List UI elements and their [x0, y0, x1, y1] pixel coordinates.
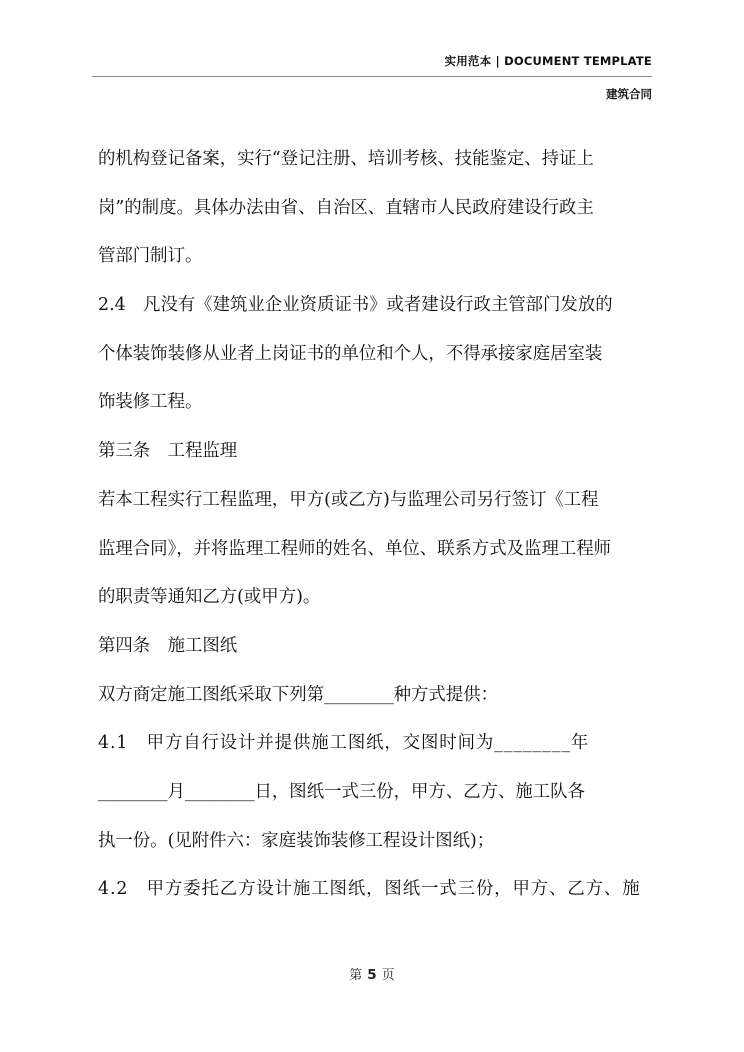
- clause-4-1-line-1: 4.1 甲方自行设计并提供施工图纸，交图时间为________年: [98, 733, 590, 754]
- body-line-1: 的机构登记备案，实行“登记注册、培训考核、技能鉴定、持证上: [98, 149, 594, 169]
- article-3-line-3: 的职责等通知乙方(或甲方)。: [98, 587, 321, 608]
- body-line-2: 岗”的制度。具体办法由省、自治区、直辖市人民政府建设行政主: [98, 197, 594, 218]
- article-3-heading: 第三条 工程监理: [98, 441, 238, 462]
- clause-2-4-line-3: 饰装修工程。: [98, 392, 203, 413]
- article-3-line-2: 监理合同》，并将监理工程师的姓名、单位、联系方式及监理工程师: [98, 538, 612, 559]
- article-3-line-1: 若本工程实行工程监理，甲方(或乙方)与监理公司另行签订《工程: [98, 489, 599, 510]
- article-4-heading: 第四条 施工图纸: [98, 635, 238, 656]
- clause-2-4-line-2: 个体装饰装修从业者上岗证书的单位和个人，不得承接家庭居室装: [98, 343, 603, 364]
- page-number: 5: [367, 967, 377, 983]
- page-footer: [0, 964, 744, 983]
- page-prefix: 第: [349, 968, 363, 983]
- clause-2-4-line-1: 2.4 凡没有《建筑业企业资质证书》或者建设行政主管部门发放的: [98, 295, 613, 316]
- clause-4-2-line-1: 4.2 甲方委托乙方设计施工图纸，图纸一式三份，甲方、乙方、施: [98, 879, 641, 900]
- header-title: 实用范本 | DOCUMENT TEMPLATE: [444, 54, 652, 68]
- article-4-line-1: 双方商定施工图纸采取下列第________种方式提供：: [98, 684, 498, 705]
- document-body: [98, 135, 658, 914]
- page-suffix: 页: [381, 968, 395, 983]
- header-subtitle: 建筑合同: [606, 87, 652, 101]
- header-divider: [92, 76, 652, 77]
- body-line-3: 管部门制订。: [98, 246, 203, 267]
- clause-4-1-line-2: ________月________日，图纸一式三份，甲方、乙方、施工队各: [98, 781, 585, 802]
- clause-4-1-line-3: 执一份。(见附件六：家庭装饰装修工程设计图纸)；: [98, 830, 495, 851]
